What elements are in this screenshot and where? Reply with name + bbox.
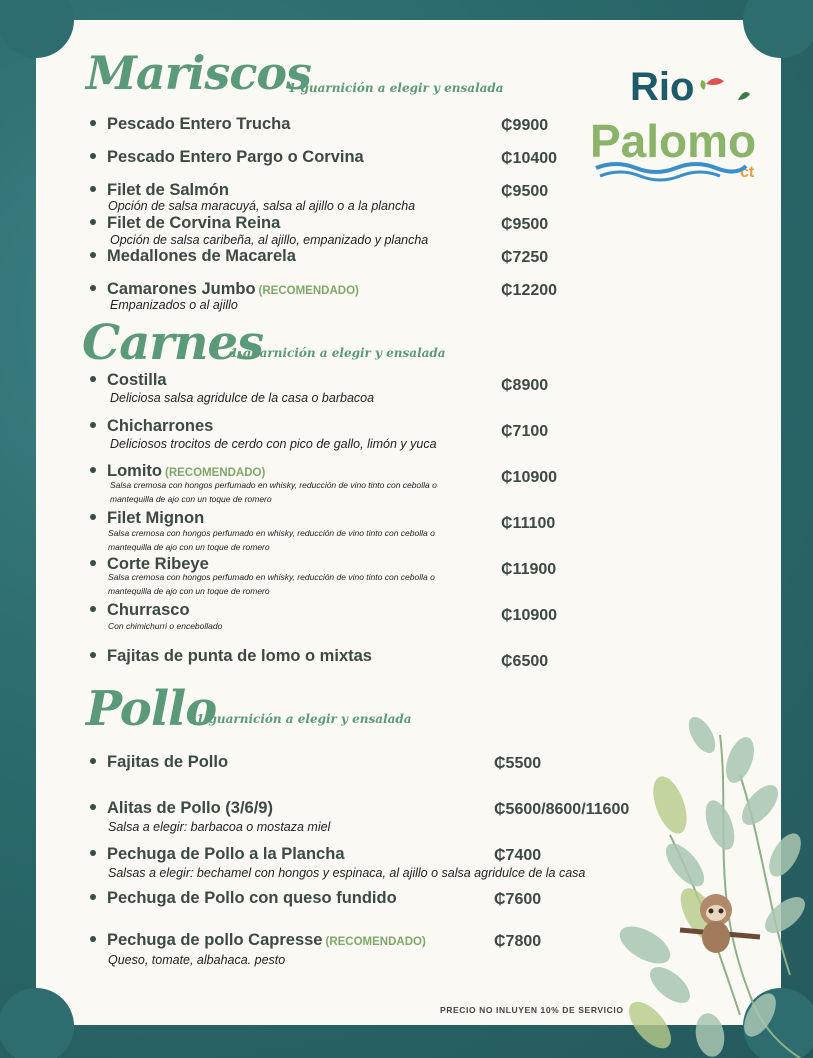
bullet-icon: [90, 186, 96, 192]
menu-item-description: Salsa cremosa con hongos perfumado en whisky, reducción de vino tinto con cebolla o: [108, 528, 435, 538]
menu-item-description: Salsa a elegir: barbacoa o mostaza miel: [108, 820, 331, 834]
menu-item-description: Queso, tomate, albahaca. pesto: [108, 953, 286, 967]
menu-item-description: mantequilla de ajo con un toque de romero: [108, 586, 270, 596]
menu-item: Chicharrones: [90, 417, 213, 436]
bullet-icon: [90, 894, 96, 900]
menu-item: Pescado Entero Pargo o Corvina: [90, 148, 364, 167]
menu-item-description: Salsas a elegir: bechamel con hongos y espinaca, al ajillo o salsa agridulce de la casa: [108, 866, 586, 880]
menu-item: Lomito (RECOMENDADO): [90, 462, 265, 481]
menu-item-price: ₵9900: [501, 117, 549, 134]
menu-item: Corte Ribeye: [90, 555, 209, 574]
bullet-icon: [90, 219, 96, 225]
bullet-icon: [90, 652, 96, 658]
menu-item-price: ₵11100: [501, 515, 556, 532]
rio-palomo-logo: [588, 60, 768, 185]
menu-item-description: Deliciosa salsa agridulce de la casa o barbacoa: [110, 391, 375, 405]
menu-item-description: Opción de salsa caribeña, al ajillo, empanizado y plancha: [110, 233, 429, 247]
menu-item-description: mantequilla de ajo con un toque de romero: [110, 494, 272, 504]
menu-item-description: Con chimichurri o encebollado: [108, 621, 223, 631]
recommended-badge: (RECOMENDADO): [325, 936, 426, 948]
menu-item-price: ₵9500: [501, 216, 549, 233]
menu-item-description: mantequilla de ajo con un toque de romero: [108, 542, 270, 552]
leaves-illustration: [610, 715, 813, 1058]
bullet-icon: [90, 467, 96, 473]
menu-item-price: ₵7400: [494, 847, 542, 864]
menu-item-price: ₵11900: [501, 561, 557, 578]
menu-item-price: ₵10900: [501, 607, 558, 624]
corner-notch: [0, 988, 74, 1058]
menu-item: Pescado Entero Trucha: [90, 115, 290, 134]
menu-item-price: ₵6500: [501, 653, 549, 670]
menu-item: Camarones Jumbo (RECOMENDADO): [90, 280, 359, 299]
menu-item: Medallones de Macarela: [90, 247, 296, 266]
menu-item: Filet Mignon: [90, 509, 204, 528]
logo-line2: Palomo: [590, 115, 757, 167]
bullet-icon: [90, 422, 96, 428]
section-title-pollo: Pollo: [86, 681, 217, 737]
recommended-badge: (RECOMENDADO): [165, 467, 266, 479]
bullet-icon: [90, 936, 96, 942]
section-subtitle-pollo: 1 guarnición a elegir y ensalada: [196, 712, 412, 726]
bullet-icon: [90, 514, 96, 520]
bullet-icon: [90, 804, 96, 810]
menu-item-price: ₵7600: [494, 891, 542, 908]
menu-item-price: ₵10900: [501, 469, 558, 486]
bullet-icon: [90, 560, 96, 566]
bullet-icon: [90, 758, 96, 764]
bullet-icon: [90, 376, 96, 382]
recommended-badge: (RECOMENDADO): [258, 285, 359, 297]
service-note: PRECIO NO INLUYEN 10% DE SERVICIO: [440, 1005, 624, 1015]
section-title-carnes: Carnes: [82, 315, 264, 371]
menu-item-price: ₵5500: [494, 755, 542, 772]
menu-item: Filet de Salmón: [90, 181, 229, 200]
bullet-icon: [90, 850, 96, 856]
menu-item: Fajitas de Pollo: [90, 753, 228, 772]
menu-item-price: ₵9500: [501, 183, 549, 200]
menu-item: Pechuga de Pollo a la Plancha: [90, 845, 345, 864]
menu-item: Pechuga de pollo Capresse (RECOMENDADO): [90, 931, 426, 950]
menu-item: Pechuga de Pollo con queso fundido: [90, 889, 397, 908]
menu-item-price: ₵5600/8600/11600: [494, 801, 630, 818]
bullet-icon: [90, 252, 96, 258]
menu-item: Alitas de Pollo (3/6/9): [90, 799, 273, 818]
menu-item-price: ₵7800: [494, 933, 542, 950]
menu-item: Costilla: [90, 371, 167, 390]
menu-item-description: Salsa cremosa con hongos perfumado en whisky, reducción de vino tinto con cebolla o: [110, 480, 437, 490]
menu-item-price: ₵7100: [501, 423, 549, 440]
menu-item: Filet de Corvina Reina: [90, 214, 280, 233]
menu-item-description: Salsa cremosa con hongos perfumado en whisky, reducción de vino tinto con cebolla o: [108, 572, 435, 582]
menu-item-price: ₵8900: [501, 377, 549, 394]
bullet-icon: [90, 606, 96, 612]
bullet-icon: [90, 120, 96, 126]
menu-item: Churrasco: [90, 601, 190, 620]
logo-line1: Rio: [630, 65, 695, 109]
menu-item-price: ₵10400: [501, 150, 558, 167]
bullet-icon: [90, 153, 96, 159]
menu-item-description: Deliciosos trocitos de cerdo con pico de gallo, limón y yuca: [110, 437, 437, 451]
menu-item-price: ₵12200: [501, 282, 558, 299]
menu-item: Fajitas de punta de lomo o mixtas: [90, 647, 372, 666]
section-title-mariscos: Mariscos: [86, 46, 311, 100]
section-subtitle-carnes: 1 guarnición a elegir y ensalada: [230, 346, 446, 360]
bullet-icon: [90, 285, 96, 291]
section-subtitle-mariscos: 1 guarnición a elegir y ensalada: [288, 81, 504, 95]
logo-suffix: ct: [740, 164, 755, 181]
menu-item-description: Empanizados o al ajillo: [110, 298, 238, 312]
menu-item-price: ₵7250: [501, 249, 549, 266]
menu-item-description: Opción de salsa maracuyá, salsa al ajillo o a la plancha: [108, 199, 416, 213]
